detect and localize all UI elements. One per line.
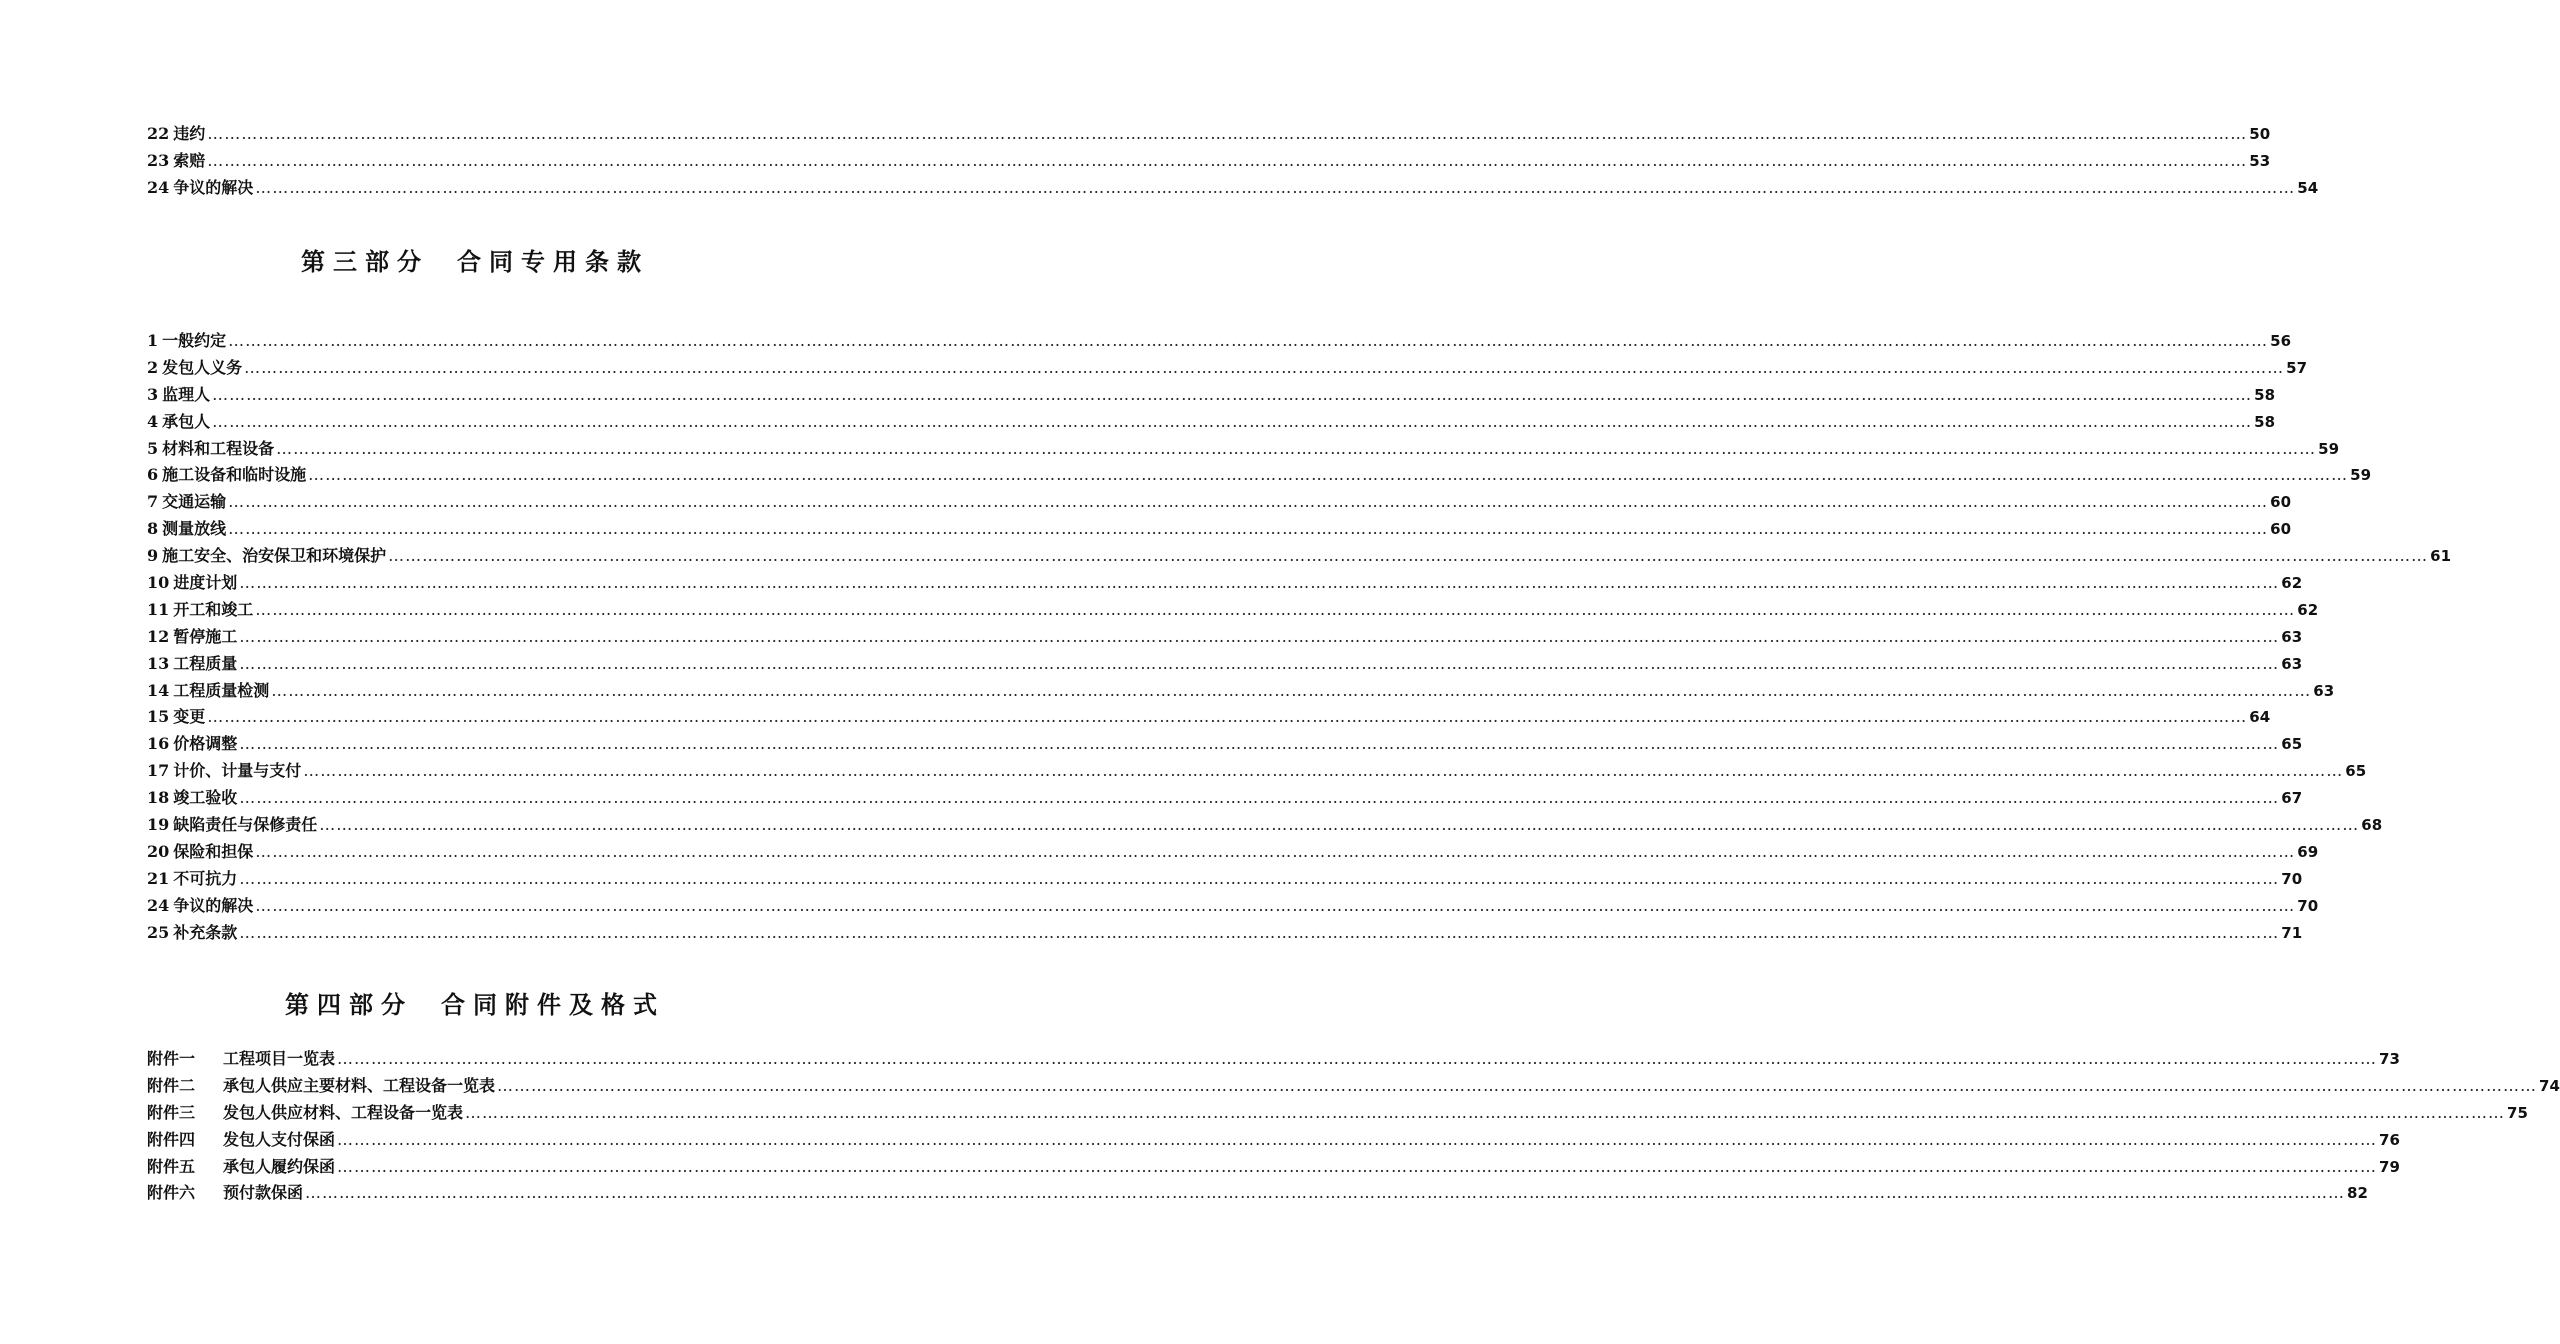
toc-entry-number: 8 — [147, 519, 159, 539]
toc-leader-dots: ……………………………………………………………………………………………………………………………………………………………………………………………………………………………………………………………………………………………………………………………… — [255, 177, 2296, 197]
toc-entry-page: 67 — [2281, 789, 2303, 808]
toc-entry-label — [147, 1127, 335, 1150]
toc-leader-dots: ……………………………………………………………………………………………………………………………………………………………………………………………………………………………………………………………………………………………………………………………… — [465, 1102, 2506, 1122]
toc-entry-page: 65 — [2345, 762, 2367, 781]
toc-entry-page: 53 — [2249, 151, 2271, 170]
toc-entry[interactable] — [147, 436, 2340, 463]
part3-title-b: 合同专用条款 — [457, 248, 649, 276]
toc-entry-label — [147, 812, 317, 835]
toc-entry-label — [147, 704, 205, 727]
toc-entry-label — [147, 543, 386, 566]
toc-entry-page: 56 — [2270, 332, 2292, 350]
toc-leader-dots: ……………………………………………………………………………………………………………………………………………………………………………………………………………………………………………………………………………………………………………………………… — [228, 519, 2269, 539]
toc-entry[interactable] — [147, 920, 2303, 947]
toc-leader-dots: ……………………………………………………………………………………………………………………………………………………………………………………………………………………………………………………………………………………………………………………………… — [239, 868, 2280, 888]
toc-entry[interactable] — [147, 409, 2276, 436]
toc-entry-number: 5 — [147, 438, 159, 458]
toc-entry-number: 附件四 — [147, 1129, 196, 1149]
toc-entry-label — [147, 1154, 335, 1177]
toc-entry-page: 75 — [2507, 1103, 2528, 1122]
toc-entry[interactable] — [147, 1180, 2368, 1207]
toc-entry-page: 82 — [2347, 1184, 2368, 1203]
toc-entry-title: 预付款保函 — [223, 1183, 304, 1203]
toc-leader-dots: ……………………………………………………………………………………………………………………………………………………………………………………………………………………………………………………………………………………………………………………………… — [239, 626, 2280, 646]
toc-entry-page: 64 — [2249, 708, 2271, 727]
toc-entry[interactable] — [147, 1046, 2400, 1073]
toc-entry-number: 24 — [147, 895, 170, 915]
toc-entry-page: 63 — [2313, 681, 2335, 700]
toc-entry-title: 监理人 — [162, 384, 211, 404]
toc-entry-title: 暂停施工 — [173, 626, 238, 646]
toc-entry-number: 14 — [147, 680, 170, 700]
toc-entry-title: 材料和工程设备 — [162, 438, 275, 458]
toc-leader-dots: ……………………………………………………………………………………………………………………………………………………………………………………………………………………………………………………………………………………………………………………………… — [207, 707, 2248, 727]
toc-entry-label — [147, 651, 237, 674]
toc-entry-label — [147, 355, 242, 378]
toc-entry[interactable] — [147, 785, 2303, 812]
toc-leader-dots: ……………………………………………………………………………………………………………………………………………………………………………………………………………………………………………………………………………………………………………………………… — [305, 1183, 2346, 1203]
toc-entry-number: 附件二 — [147, 1075, 196, 1095]
toc-entry-page: 74 — [2539, 1076, 2560, 1095]
toc-entry-title: 施工安全、治安保卫和环境保护 — [162, 546, 387, 566]
toc-entry-title: 补充条款 — [173, 922, 238, 942]
toc-leader-dots: ……………………………………………………………………………………………………………………………………………………………………………………………………………………………………………………………………………………………………………………………… — [303, 761, 2344, 781]
toc-entry-page: 62 — [2281, 574, 2303, 593]
toc-entry-title: 施工设备和临时设施 — [162, 465, 307, 485]
toc-entry-label — [147, 1046, 335, 1069]
toc-entry-label — [147, 570, 237, 593]
toc-entry-page: 68 — [2361, 816, 2383, 835]
toc-entry-title: 发包人支付保函 — [223, 1129, 336, 1149]
toc-entry-label — [147, 920, 237, 943]
toc-entry-label — [147, 121, 205, 144]
toc-leader-dots: ……………………………………………………………………………………………………………………………………………………………………………………………………………………………………………………………………………………………………………………………… — [497, 1075, 2538, 1095]
toc-leader-dots: ……………………………………………………………………………………………………………………………………………………………………………………………………………………………………………………………………………………………………………………………… — [276, 438, 2317, 458]
toc-entry-number: 9 — [147, 546, 159, 566]
toc-entry-title: 承包人履约保函 — [223, 1156, 336, 1176]
toc-entry-title: 违约 — [173, 124, 206, 143]
toc-entry[interactable] — [147, 758, 2367, 785]
toc-leader-dots: ……………………………………………………………………………………………………………………………………………………………………………………………………………………………………………………………………………………………………………………………… — [212, 384, 2253, 404]
toc-leader-dots: ……………………………………………………………………………………………………………………………………………………………………………………………………………………………………………………………………………………………………………………………… — [271, 680, 2312, 700]
toc-entry-number: 6 — [147, 465, 159, 485]
toc-entry-title: 变更 — [173, 707, 206, 727]
toc-entry[interactable] — [147, 355, 2308, 382]
toc-entry-label — [147, 758, 301, 781]
toc-entry-label — [147, 489, 226, 512]
toc-leader-dots: ……………………………………………………………………………………………………………………………………………………………………………………………………………………………………………………………………………………………………………………………… — [337, 1129, 2378, 1149]
toc-entry-page: 60 — [2270, 520, 2292, 539]
toc-entry-label — [147, 839, 253, 862]
toc-entry-label — [147, 409, 210, 432]
toc-entry[interactable] — [147, 812, 2383, 839]
toc-leader-dots: ……………………………………………………………………………………………………………………………………………………………………………………………………………………………………………………………………………………………………………………………… — [255, 841, 2296, 861]
toc-entry[interactable] — [147, 148, 2271, 175]
toc-entry-page: 54 — [2297, 178, 2319, 197]
toc-entry-page: 57 — [2286, 358, 2308, 377]
toc-entry[interactable] — [147, 462, 2372, 489]
part3-title-a: 第三部分 — [301, 248, 429, 276]
part4-title-a: 第四部分 — [285, 991, 413, 1019]
toc-entry-label — [147, 785, 237, 808]
toc-entry[interactable] — [147, 1073, 2560, 1100]
toc-entry-page: 63 — [2281, 654, 2303, 673]
toc-entry-label — [147, 597, 253, 620]
toc-entry[interactable] — [147, 866, 2303, 893]
toc-entry-number: 24 — [147, 177, 170, 197]
toc-entry-number: 2 — [147, 357, 159, 377]
toc-entry-number: 附件六 — [147, 1183, 196, 1203]
toc-entry-title: 竣工验收 — [173, 788, 238, 808]
toc-entry-page: 65 — [2281, 735, 2303, 754]
toc-entry-page: 63 — [2281, 627, 2303, 646]
toc-entry-title: 交通运输 — [162, 492, 227, 512]
toc-entry[interactable] — [147, 597, 2319, 624]
toc-leader-dots: ……………………………………………………………………………………………………………………………………………………………………………………………………………………………………………………………………………………………………………………………… — [207, 124, 2248, 143]
toc-entry-number: 16 — [147, 734, 170, 754]
toc-entry-page: 70 — [2297, 896, 2319, 915]
toc-entry-number: 18 — [147, 788, 170, 808]
toc-entry-page: 61 — [2430, 547, 2452, 566]
toc-entry-title: 争议的解决 — [173, 895, 254, 915]
toc-entry[interactable] — [147, 678, 2335, 705]
toc-entry-title: 保险和担保 — [173, 841, 254, 861]
toc-entry-page: 73 — [2379, 1050, 2400, 1068]
toc-entry[interactable] — [147, 624, 2303, 651]
toc-entry-number: 10 — [147, 573, 170, 593]
toc-entry-number: 附件三 — [147, 1102, 196, 1122]
toc-entry-label — [147, 382, 210, 405]
toc-entry-title: 测量放线 — [162, 519, 227, 539]
toc-entry-label — [147, 678, 269, 701]
toc-part3 — [147, 328, 2452, 946]
toc-leader-dots: ……………………………………………………………………………………………………………………………………………………………………………………………………………………………………………………………………………………………………………………………… — [244, 357, 2285, 377]
toc-leader-dots: ……………………………………………………………………………………………………………………………………………………………………………………………………………………………………………………………………………………………………………………………… — [228, 492, 2269, 512]
toc-leader-dots: ……………………………………………………………………………………………………………………………………………………………………………………………………………………………………………………………………………………………………………………………… — [212, 411, 2253, 431]
toc-entry-page: 79 — [2379, 1157, 2400, 1176]
toc-entry-label — [147, 436, 274, 459]
toc-entry[interactable] — [147, 651, 2303, 678]
toc-entry[interactable] — [147, 516, 2292, 543]
toc-entry-page: 71 — [2281, 923, 2303, 942]
toc-entry[interactable] — [147, 570, 2303, 597]
toc-entry-page: 60 — [2270, 493, 2292, 512]
toc-entry-title: 争议的解决 — [173, 177, 254, 197]
toc-leader-dots: ……………………………………………………………………………………………………………………………………………………………………………………………………………………………………………………………………………………………………………………………… — [239, 788, 2280, 808]
toc-entry-title: 一般约定 — [162, 331, 227, 350]
toc-entry-number: 17 — [147, 761, 170, 781]
toc-leader-dots: ……………………………………………………………………………………………………………………………………………………………………………………………………………………………………………………………………………………………………………………………… — [207, 150, 2248, 170]
toc-entry-label — [147, 148, 205, 171]
part3-title — [0, 242, 950, 277]
toc-entry[interactable] — [147, 175, 2319, 202]
toc-entry-page: 59 — [2318, 439, 2340, 458]
toc-entry[interactable] — [147, 489, 2292, 516]
toc-entry[interactable] — [147, 1127, 2400, 1154]
toc-entry[interactable] — [147, 1100, 2528, 1127]
toc-leader-dots: ……………………………………………………………………………………………………………………………………………………………………………………………………………………………………………………………………………………………………………………………… — [337, 1049, 2378, 1068]
toc-entry-number: 附件一 — [147, 1049, 196, 1068]
toc-entry[interactable] — [147, 328, 2292, 355]
toc-entry-number: 11 — [147, 599, 170, 619]
toc-leader-dots: ……………………………………………………………………………………………………………………………………………………………………………………………………………………………………………………………………………………………………………………………… — [388, 546, 2429, 566]
toc-entry-page: 59 — [2350, 466, 2372, 485]
toc-entry-number: 25 — [147, 922, 170, 942]
toc-entry-label — [147, 893, 253, 916]
toc-entry-page: 58 — [2254, 385, 2276, 404]
toc-entry-label — [147, 1100, 463, 1123]
toc-entry-number: 1 — [147, 331, 159, 350]
toc-entry-number: 21 — [147, 868, 170, 888]
toc-entry-title: 缺陷责任与保修责任 — [173, 815, 318, 835]
toc-entry-title: 承包人供应主要材料、工程设备一览表 — [223, 1075, 496, 1095]
toc-entry-title: 发包人供应材料、工程设备一览表 — [223, 1102, 464, 1122]
toc-entry-title: 发包人义务 — [162, 357, 243, 377]
toc-entry[interactable] — [147, 382, 2276, 409]
toc-leader-dots: ……………………………………………………………………………………………………………………………………………………………………………………………………………………………………………………………………………………………………………………………… — [255, 599, 2296, 619]
toc-entry-number: 3 — [147, 384, 159, 404]
toc-entry[interactable] — [147, 543, 2452, 570]
toc-entry-number: 20 — [147, 841, 170, 861]
toc-entry-title: 工程项目一览表 — [223, 1049, 336, 1068]
toc-entry-title: 不可抗力 — [173, 868, 238, 888]
toc-leader-dots: ……………………………………………………………………………………………………………………………………………………………………………………………………………………………………………………………………………………………………………………………… — [239, 922, 2280, 942]
toc-entry-number: 4 — [147, 411, 159, 431]
toc-entry-number: 15 — [147, 707, 170, 727]
toc-entry-label — [147, 1073, 495, 1096]
toc-entry-page: 69 — [2297, 842, 2319, 861]
toc-entry-label — [147, 328, 226, 351]
toc-entry-number: 7 — [147, 492, 159, 512]
toc-entry-label — [147, 731, 237, 754]
toc-entry-page: 50 — [2249, 125, 2271, 143]
toc-entry-title: 工程质量 — [173, 653, 238, 673]
toc-entry-page: 62 — [2297, 600, 2319, 619]
toc-entry-title: 工程质量检测 — [173, 680, 270, 700]
toc-entry[interactable] — [147, 893, 2319, 920]
toc-leader-dots: ……………………………………………………………………………………………………………………………………………………………………………………………………………………………………………………………………………………………………………………………… — [319, 815, 2360, 835]
toc-entry-number: 12 — [147, 626, 170, 646]
toc-entry-label — [147, 175, 253, 198]
toc-entry-title: 价格调整 — [173, 734, 238, 754]
toc-entry-page: 58 — [2254, 412, 2276, 431]
toc-leader-dots: ……………………………………………………………………………………………………………………………………………………………………………………………………………………………………………………………………………………………………………………………… — [308, 465, 2349, 485]
toc-entry-title: 承包人 — [162, 411, 211, 431]
toc-entry-label — [147, 462, 306, 485]
toc-entry[interactable] — [147, 704, 2271, 731]
toc-entry-label — [147, 516, 226, 539]
toc-part4 — [147, 1046, 2560, 1207]
toc-leader-dots: ……………………………………………………………………………………………………………………………………………………………………………………………………………………………………………………………………………………………………………………………… — [239, 573, 2280, 593]
toc-leader-dots: ……………………………………………………………………………………………………………………………………………………………………………………………………………………………………………………………………………………………………………………………… — [228, 331, 2269, 350]
toc-entry-title: 进度计划 — [173, 573, 238, 593]
toc-entry-label — [147, 866, 237, 889]
toc-leader-dots: ……………………………………………………………………………………………………………………………………………………………………………………………………………………………………………………………………………………………………………………………… — [239, 653, 2280, 673]
toc-entry-page: 70 — [2281, 869, 2303, 888]
toc-part2-tail — [147, 121, 2319, 202]
toc-entry[interactable] — [147, 121, 2271, 148]
toc-entry-label — [147, 624, 237, 647]
toc-entry-number: 13 — [147, 653, 170, 673]
toc-entry-title: 开工和竣工 — [173, 599, 254, 619]
toc-entry[interactable] — [147, 839, 2319, 866]
part4-title-b: 合同附件及格式 — [441, 991, 665, 1019]
toc-entry[interactable] — [147, 731, 2303, 758]
part4-title — [0, 985, 950, 1020]
toc-entry-title: 索赔 — [173, 150, 206, 170]
toc-entry[interactable] — [147, 1154, 2400, 1181]
toc-entry-number: 23 — [147, 150, 170, 170]
toc-leader-dots: ……………………………………………………………………………………………………………………………………………………………………………………………………………………………………………………………………………………………………………………………… — [337, 1156, 2378, 1176]
toc-entry-number: 22 — [147, 124, 170, 143]
toc-entry-number: 19 — [147, 815, 170, 835]
toc-entry-title: 计价、计量与支付 — [173, 761, 302, 781]
toc-entry-number: 附件五 — [147, 1156, 196, 1176]
toc-entry-page: 76 — [2379, 1130, 2400, 1149]
toc-leader-dots: ……………………………………………………………………………………………………………………………………………………………………………………………………………………………………………………………………………………………………………………………… — [255, 895, 2296, 915]
toc-entry-label — [147, 1180, 303, 1203]
toc-leader-dots: ……………………………………………………………………………………………………………………………………………………………………………………………………………………………………………………………………………………………………………………………… — [239, 734, 2280, 754]
